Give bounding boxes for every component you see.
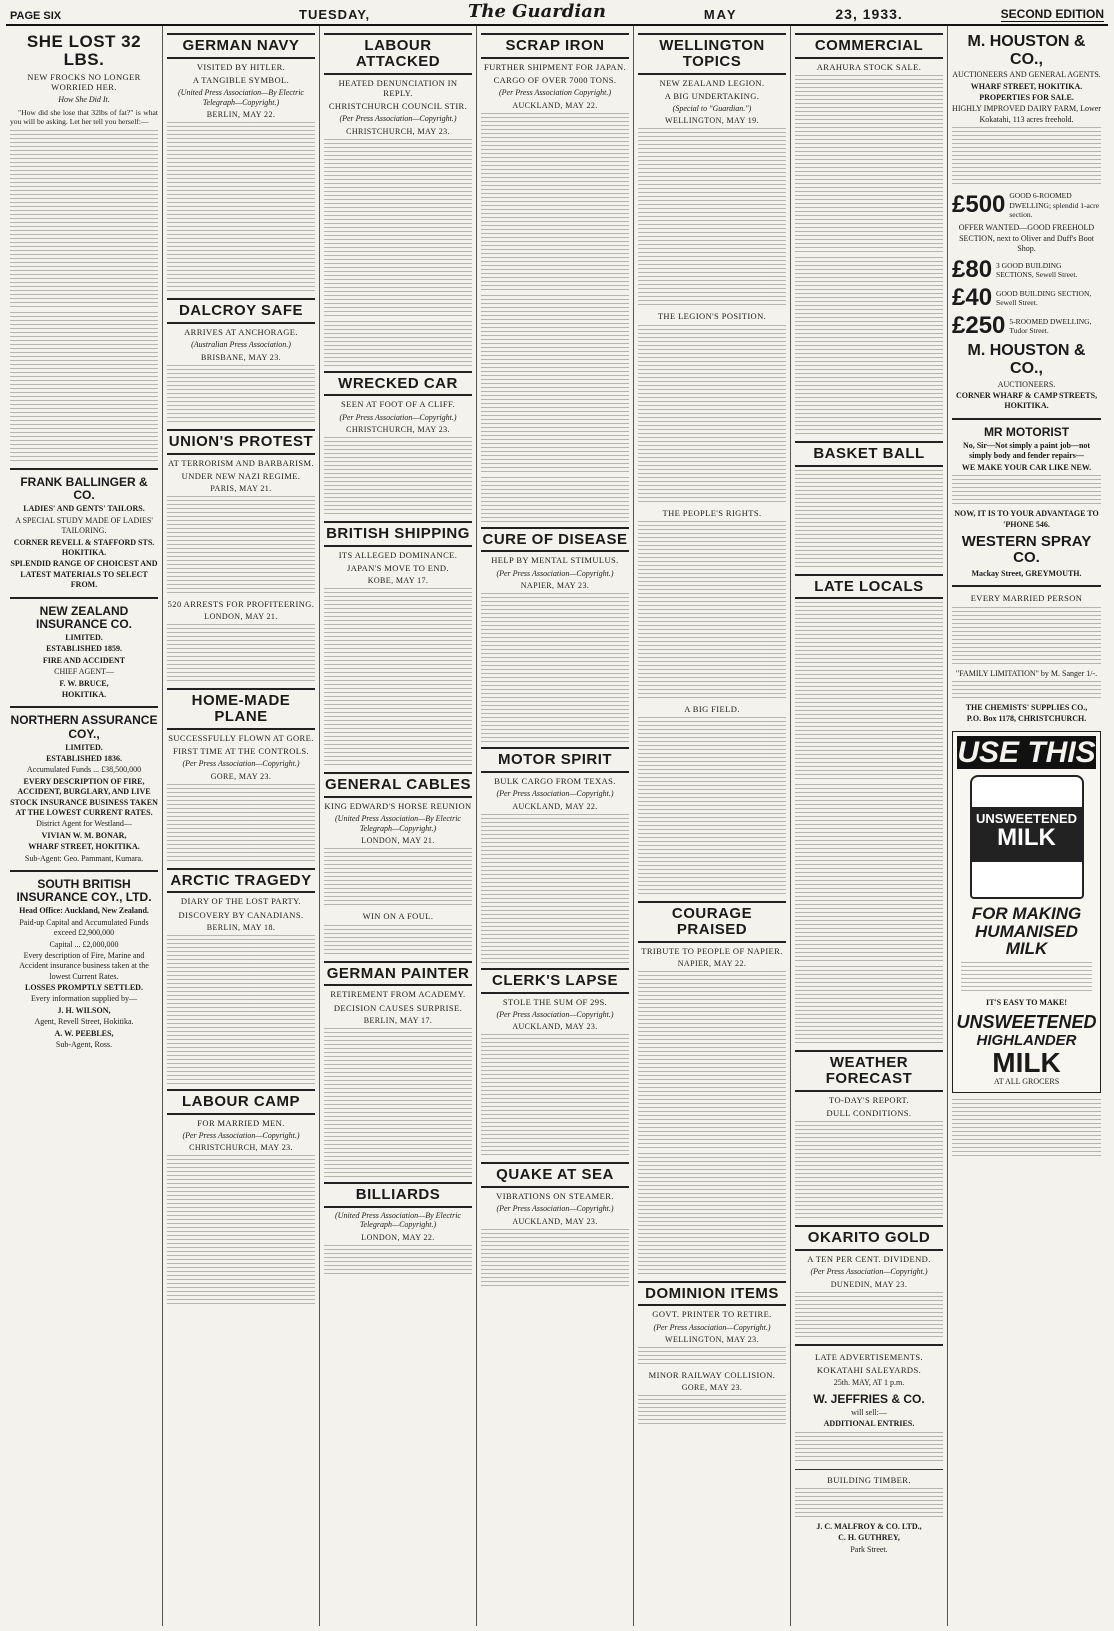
article-text-block bbox=[795, 602, 943, 782]
ad-title-jeffries: W. JEFFRIES & CO. bbox=[813, 1391, 925, 1406]
headline-wrecked-car: WRECKED CAR bbox=[324, 371, 472, 397]
headline-okarito-gold: OKARITO GOLD bbox=[795, 1225, 943, 1251]
column-5 bbox=[634, 26, 791, 1626]
divider bbox=[10, 468, 158, 470]
ad-line: Head Office: Auckland, New Zealand. bbox=[19, 906, 149, 916]
dateline: AUCKLAND, MAY 23. bbox=[512, 1216, 598, 1226]
subheading: AT TERRORISM AND BARBARISM. bbox=[167, 457, 315, 468]
article-body: "How did she lose that 32lbs of fat?" is what you will be asking. Let her tell you herself:— bbox=[10, 107, 158, 127]
subheading: FOR MARRIED MEN. bbox=[197, 1117, 285, 1128]
article-text-block bbox=[952, 607, 1101, 667]
ad-line: SPLENDID RANGE OF CHOICEST AND LATEST MATERIALS TO SELECT FROM. bbox=[10, 559, 158, 590]
edition-label: SECOND EDITION bbox=[1000, 7, 1104, 21]
headline-dominion-items: DOMINION ITEMS bbox=[638, 1281, 786, 1307]
article-text-block bbox=[324, 321, 472, 367]
article-text-block bbox=[324, 139, 472, 319]
price: £80 bbox=[952, 256, 993, 284]
ad-line: Mackay Street, GREYMOUTH. bbox=[971, 568, 1082, 578]
article-text-block bbox=[167, 624, 315, 684]
ad-line: Paid-up Capital and Accumulated Funds exceed £2,900,000 bbox=[19, 917, 149, 938]
ad-line: Capital ... £2,000,000 bbox=[49, 939, 119, 949]
headline-german-painter: GERMAN PAINTER bbox=[324, 961, 472, 987]
headline-clerks-lapse: CLERK'S LAPSE bbox=[481, 968, 629, 994]
ad-line: will sell:— bbox=[851, 1407, 887, 1417]
article-text-block bbox=[324, 848, 472, 908]
ad-title-m-houston: M. HOUSTON & CO., bbox=[967, 33, 1086, 68]
dateline: GORE, MAY 23. bbox=[210, 771, 272, 781]
dateline: AUCKLAND, MAY 23. bbox=[512, 1022, 598, 1032]
columns bbox=[6, 26, 1108, 1626]
subheading: STOLE THE SUM OF 29S. bbox=[502, 996, 608, 1007]
source-line: (Per Press Association—Copyright.) bbox=[496, 568, 614, 578]
article-text-block bbox=[167, 1155, 315, 1305]
source-line: (Australian Press Association.) bbox=[191, 340, 291, 350]
headline-british-shipping: BRITISH SHIPPING bbox=[324, 521, 472, 547]
article-text-block bbox=[638, 1395, 786, 1427]
column-4 bbox=[477, 26, 634, 1626]
article-text-block bbox=[167, 496, 315, 596]
ad-line: No, Sir—Not simply a paint job—not simply body and fender repairs— bbox=[962, 440, 1091, 461]
article-text-block bbox=[481, 295, 629, 475]
headline-motor-spirit: MOTOR SPIRIT bbox=[481, 747, 629, 773]
subheading: NEW ZEALAND LEGION. bbox=[659, 77, 765, 88]
dateline: NAPIER, MAY 22. bbox=[677, 958, 747, 968]
price-listing bbox=[952, 191, 1101, 219]
subheading: ARRIVES AT ANCHORAGE. bbox=[184, 327, 298, 338]
headline-she-lost-32-lbs: SHE LOST 32 LBS. bbox=[26, 32, 142, 69]
price-description: GOOD 6-ROOMED DWELLING; splendid 1-acre section. bbox=[1009, 191, 1099, 219]
price-listing bbox=[952, 314, 1101, 338]
tin-label bbox=[972, 807, 1082, 862]
dateline: LONDON, MAY 22. bbox=[361, 1232, 435, 1242]
subheading: A BIG UNDERTAKING. bbox=[664, 90, 760, 101]
subheading: BUILDING TIMBER. bbox=[827, 1474, 911, 1485]
ad-title-ballinger: FRANK BALLINGER & CO. bbox=[20, 475, 148, 503]
price: £40 bbox=[952, 284, 993, 312]
article-text-block bbox=[952, 127, 1101, 187]
subheading: TRIBUTE TO PEOPLE OF NAPIER. bbox=[641, 945, 783, 956]
ad-line: EVERY DESCRIPTION OF FIRE, ACCIDENT, BURGLARY, AND LIVE STOCK INSURANCE BUSINESS TAKEN AT THE LOWEST CURRENT RATES. bbox=[10, 776, 158, 818]
masthead-day: TUESDAY, bbox=[299, 7, 371, 22]
headline-cure-of-disease: CURE OF DISEASE bbox=[481, 527, 629, 553]
article-text-block bbox=[638, 717, 786, 897]
ad-line: CORNER REVELL & STAFFORD STS. HOKITIKA. bbox=[13, 537, 155, 558]
subheading: DULL CONDITIONS. bbox=[826, 1108, 912, 1119]
dateline: BERLIN, MAY 17. bbox=[363, 1015, 433, 1025]
ad-title-nz-insurance: NEW ZEALAND INSURANCE CO. bbox=[35, 603, 132, 631]
subheading: VISITED BY HITLER. bbox=[196, 61, 286, 72]
ad-line: J. H. WILSON, bbox=[57, 1005, 111, 1015]
article-text-block bbox=[638, 325, 786, 505]
ad-headline: MILK bbox=[992, 1046, 1061, 1078]
ad-line: P.O. Box 1178, CHRISTCHURCH. bbox=[966, 714, 1087, 724]
subheading: GOVT. PRINTER TO RETIRE. bbox=[652, 1309, 772, 1320]
dateline: KOBE, MAY 17. bbox=[367, 576, 429, 586]
ad-headline: UNSWEETENED bbox=[956, 1011, 1097, 1032]
article-text-block bbox=[481, 1034, 629, 1158]
ad-line: LADIES' AND GENTS' TAILORS. bbox=[23, 504, 145, 514]
ad-line: VIVIAN W. M. BONAR, bbox=[41, 830, 127, 840]
ad-title-south-british: SOUTH BRITISH INSURANCE COY., LTD. bbox=[16, 876, 152, 905]
dateline: CHRISTCHURCH, MAY 23. bbox=[189, 1143, 293, 1153]
masthead-month: MAY bbox=[703, 7, 738, 22]
dateline: WELLINGTON, MAY 19. bbox=[665, 116, 759, 126]
headline-general-cables: GENERAL CABLES bbox=[324, 772, 472, 798]
subheading: DISCOVERY BY CANADIANS. bbox=[178, 909, 304, 920]
subheading: A TEN PER CENT. DIVIDEND. bbox=[807, 1254, 931, 1265]
price: £250 bbox=[952, 312, 1006, 340]
subheading: SEEN AT FOOT OF A CLIFF. bbox=[341, 399, 455, 410]
masthead bbox=[6, 0, 1108, 26]
article-text-block bbox=[167, 122, 315, 272]
ad-line: HIGHLY IMPROVED DAIRY FARM, Lower Kokatahi, 113 acres freehold. bbox=[952, 104, 1101, 124]
divider bbox=[795, 1469, 943, 1470]
ad-line: AUCTIONEERS. bbox=[997, 379, 1056, 389]
article-text-block bbox=[167, 784, 315, 864]
divider bbox=[795, 1344, 943, 1346]
subheading: A BIG FIELD. bbox=[684, 703, 740, 714]
article-text-block bbox=[795, 1292, 943, 1338]
ad-line: ESTABLISHED 1859. bbox=[46, 644, 122, 654]
subheading: RETIREMENT FROM ACADEMY. bbox=[330, 989, 466, 1000]
source-line: (Per Press Association—Copyright.) bbox=[182, 1130, 300, 1140]
article-text-block bbox=[952, 681, 1101, 701]
subheading: 520 ARRESTS FOR PROFITEERING. bbox=[167, 598, 315, 609]
ad-line: WHARF STREET, HOKITIKA. bbox=[28, 842, 140, 852]
headline-arctic-tragedy: ARCTIC TRAGEDY bbox=[167, 868, 315, 894]
article-text-block bbox=[481, 593, 629, 743]
price-listing bbox=[952, 286, 1101, 310]
headline-german-navy: GERMAN NAVY bbox=[167, 33, 315, 59]
ad-line: C. H. GUTHREY, bbox=[838, 1533, 900, 1543]
article-text-block bbox=[324, 1245, 472, 1277]
ad-line: F. W. BRUCE, bbox=[59, 678, 109, 688]
headline-late-locals: LATE LOCALS bbox=[795, 574, 943, 600]
subheading: UNDER NEW NAZI REGIME. bbox=[181, 470, 301, 481]
ad-headline: HIGHLANDER bbox=[976, 1031, 1077, 1049]
headline-billiards: BILLIARDS bbox=[324, 1182, 472, 1208]
ad-line: A. W. PEEBLES, bbox=[54, 1028, 114, 1038]
column-3 bbox=[320, 26, 477, 1626]
headline-wellington-topics: WELLINGTON TOPICS bbox=[638, 33, 786, 75]
ad-line: District Agent for Westland— bbox=[36, 819, 132, 829]
subheading: THE PEOPLE'S RIGHTS. bbox=[662, 507, 762, 518]
ad-line: THE CHEMISTS' SUPPLIES CO., bbox=[965, 702, 1088, 712]
dateline: GORE, MAY 23. bbox=[681, 1383, 743, 1393]
headline-labour-attacked: LABOUR ATTACKED bbox=[324, 33, 472, 75]
subheading: SUCCESSFULLY FLOWN AT GORE. bbox=[168, 732, 314, 743]
subheading: CARGO OF OVER 7000 TONS. bbox=[493, 74, 617, 85]
price: £500 bbox=[952, 191, 1006, 219]
ad-line: "FAMILY LIMITATION" by M. Sanger 1/-. bbox=[955, 668, 1098, 678]
ad-line: Sub-Agent: Geo. Pammant, Kumara. bbox=[24, 853, 144, 863]
dateline: BERLIN, MAY 18. bbox=[206, 922, 276, 932]
ad-line: IT'S EASY TO MAKE! bbox=[986, 998, 1067, 1008]
dateline: LONDON, MAY 21. bbox=[204, 612, 278, 622]
subheading: HELP BY MENTAL STIMULUS. bbox=[491, 555, 619, 566]
subheading: HEATED DENUNCIATION IN REPLY. bbox=[338, 77, 458, 98]
dateline: CHRISTCHURCH, MAY 23. bbox=[346, 126, 450, 136]
subheading: DIARY OF THE LOST PARTY. bbox=[180, 896, 302, 907]
article-text-block bbox=[795, 784, 943, 964]
subheading: CHRISTCHURCH COUNCIL STIR. bbox=[328, 100, 468, 111]
ad-line: LOSSES PROMPTLY SETTLED. bbox=[25, 983, 143, 993]
column-2 bbox=[163, 26, 320, 1626]
article-text-block bbox=[481, 477, 629, 523]
subheading: TO-DAY'S REPORT. bbox=[829, 1094, 909, 1105]
source-line: (Per Press Association—Copyright.) bbox=[496, 789, 614, 799]
article-text-block bbox=[324, 1028, 472, 1178]
ad-line: OFFER WANTED—GOOD FREEHOLD SECTION, next to Oliver and Duff's Boot Shop. bbox=[958, 223, 1095, 254]
subheading: A TANGIBLE SYMBOL. bbox=[192, 74, 290, 85]
column-6 bbox=[791, 26, 948, 1626]
source-line: (Per Press Association—Copyright.) bbox=[653, 1322, 771, 1332]
dateline: DUNEDIN, MAY 23. bbox=[830, 1279, 908, 1289]
source-line: (Per Press Association—Copyright.) bbox=[182, 759, 300, 769]
ad-line: Every description of Fire, Marine and Accident insurance business taken at the lowest Current Rates. bbox=[19, 950, 149, 981]
highlander-milk-ad bbox=[952, 731, 1101, 1093]
page-number: PAGE SIX bbox=[10, 10, 62, 22]
ad-headline: FOR MAKING HUMANISED MILK bbox=[971, 903, 1082, 959]
dateline: BRISBANE, MAY 23. bbox=[201, 352, 281, 362]
article-text-block bbox=[638, 1347, 786, 1367]
article-text-block bbox=[167, 935, 315, 1085]
headline-quake-at-sea: QUAKE AT SEA bbox=[481, 1162, 629, 1188]
headline-home-made-plane: HOME-MADE PLANE bbox=[167, 688, 315, 730]
ad-line: FIRE AND ACCIDENT bbox=[42, 655, 126, 665]
ad-line: WHARF STREET, HOKITIKA. bbox=[970, 81, 1083, 91]
article-text-block bbox=[795, 1488, 943, 1520]
tin-label-text: MILK bbox=[997, 823, 1056, 851]
headline-scrap-iron: SCRAP IRON bbox=[481, 33, 629, 59]
article-text-block bbox=[795, 1432, 943, 1464]
subheading: FIRST TIME AT THE CONTROLS. bbox=[172, 745, 310, 756]
subheading: ARAHURA STOCK SALE. bbox=[816, 61, 922, 72]
article-text-block bbox=[481, 814, 629, 964]
article-text-block bbox=[638, 521, 786, 701]
article-text-block bbox=[10, 312, 158, 462]
subheading: How She Did It. bbox=[58, 95, 110, 105]
ad-line: CHIEF AGENT— bbox=[54, 667, 114, 677]
divider bbox=[952, 418, 1101, 420]
ad-line: AT ALL GROCERS bbox=[993, 1076, 1060, 1086]
article-text-block bbox=[324, 925, 472, 957]
ad-line: AUCTIONEERS AND GENERAL AGENTS. bbox=[952, 70, 1101, 80]
ad-title-mr-motorist: MR MOTORIST bbox=[983, 424, 1070, 439]
source-line: (Special to "Guardian.") bbox=[672, 103, 752, 113]
ad-line: Accumulated Funds ... £38,500,000 bbox=[26, 765, 142, 775]
article-text-block bbox=[10, 130, 158, 310]
milk-tin-icon bbox=[970, 775, 1084, 899]
source-line: (United Press Association—By Electric Telegraph—Copyright.) bbox=[178, 88, 304, 107]
dateline: WELLINGTON, MAY 23. bbox=[665, 1335, 759, 1345]
subheading: THE LEGION'S POSITION. bbox=[657, 311, 767, 322]
article-text-block bbox=[795, 257, 943, 437]
ad-line: PROPERTIES FOR SALE. bbox=[979, 92, 1074, 102]
article-text-block bbox=[638, 1153, 786, 1277]
article-text-block bbox=[481, 113, 629, 293]
ad-line: HOKITIKA. bbox=[61, 689, 107, 699]
divider bbox=[952, 585, 1101, 587]
subheading: LATE ADVERTISEMENTS. bbox=[814, 1351, 924, 1362]
ad-line: ADDITIONAL ENTRIES. bbox=[823, 1419, 915, 1429]
subheading: NEW FROCKS NO LONGER WORRIED HER. bbox=[27, 71, 141, 92]
newspaper-title: The Guardian bbox=[467, 1, 606, 22]
article-text-block bbox=[952, 475, 1101, 507]
subheading: KOKATAHI SALEYARDS. bbox=[816, 1365, 922, 1376]
subheading: BULK CARGO FROM TEXAS. bbox=[494, 776, 616, 786]
source-line: (Per Press Association Copyright.) bbox=[499, 88, 611, 98]
article-text-block bbox=[638, 971, 786, 1151]
source-line: (Per Press Association—Copyright.) bbox=[339, 412, 457, 422]
ad-headline: USE THIS bbox=[957, 735, 1096, 769]
price-listing bbox=[952, 258, 1101, 282]
article-text-block bbox=[795, 470, 943, 570]
dateline: AUCKLAND, MAY 22. bbox=[512, 801, 598, 811]
ad-line: A SPECIAL STUDY MADE OF LADIES' TAILORING. bbox=[15, 515, 153, 536]
ad-title-western-spray: WESTERN SPRAY CO. bbox=[961, 532, 1092, 567]
article-text-block bbox=[952, 1099, 1101, 1159]
ad-title-m-houston: M. HOUSTON & CO., bbox=[967, 342, 1086, 378]
ad-line: NOW, IT IS TO YOUR ADVANTAGE TO 'PHONE 546. bbox=[954, 509, 1099, 529]
ad-line: 25th. MAY, AT 1 p.m. bbox=[833, 1378, 905, 1388]
ad-line: WE MAKE YOUR CAR LIKE NEW. bbox=[961, 462, 1092, 472]
ad-line: Park Street. bbox=[850, 1544, 888, 1554]
article-text-block bbox=[167, 274, 315, 294]
article-text-block bbox=[638, 128, 786, 308]
article-text-block bbox=[795, 1121, 943, 1221]
dateline: NAPIER, MAY 23. bbox=[520, 581, 590, 591]
headline-unions-protest: UNION'S PROTEST bbox=[167, 429, 315, 455]
source-line: (United Press Association—By Electric Telegraph—Copyright.) bbox=[335, 814, 461, 833]
divider bbox=[10, 597, 158, 599]
price-description: 3 GOOD BUILDING SECTIONS, Sewell Street. bbox=[996, 261, 1078, 280]
headline-commercial: COMMERCIAL bbox=[795, 33, 943, 59]
divider bbox=[10, 706, 158, 708]
headline-dalcroy-safe: DALCROY SAFE bbox=[167, 298, 315, 324]
price-description: 5-ROOMED DWELLING, Tudor Street. bbox=[1009, 317, 1092, 336]
source-line: (Per Press Association—Copyright.) bbox=[339, 114, 457, 124]
masthead-date: 23, 1933. bbox=[835, 6, 903, 22]
dateline: LONDON, MAY 21. bbox=[361, 836, 435, 846]
subheading: FURTHER SHIPMENT FOR JAPAN. bbox=[483, 61, 627, 72]
article-text-block bbox=[167, 365, 315, 425]
subheading: VIBRATIONS ON STEAMER. bbox=[496, 1191, 614, 1202]
source-line: (Per Press Association—Copyright.) bbox=[810, 1267, 928, 1277]
headline-labour-camp: LABOUR CAMP bbox=[167, 1089, 315, 1115]
subheading: DECISION CAUSES SURPRISE. bbox=[333, 1002, 463, 1013]
ad-title-northern-assurance: NORTHERN ASSURANCE COY., bbox=[10, 713, 158, 741]
ad-line: LIMITED. bbox=[65, 632, 103, 642]
ad-line: Sub-Agent, Ross. bbox=[55, 1040, 113, 1050]
article-text-block bbox=[324, 588, 472, 768]
article-text-block bbox=[961, 962, 1092, 994]
price-description: GOOD BUILDING SECTION, Sewell Street. bbox=[996, 289, 1092, 308]
ad-line: Every information supplied by— bbox=[31, 994, 137, 1004]
headline-basket-ball: BASKET BALL bbox=[795, 441, 943, 467]
divider bbox=[10, 870, 158, 872]
tin-label-text: UNSWEETENED bbox=[975, 810, 1078, 826]
dateline: BERLIN, MAY 22. bbox=[206, 110, 276, 120]
ad-line: Agent, Revell Street, Hokitika. bbox=[34, 1017, 134, 1027]
ad-line: ESTABLISHED 1836. bbox=[46, 754, 122, 764]
headline-courage-praised: COURAGE PRAISED bbox=[638, 901, 786, 943]
article-text-block bbox=[324, 437, 472, 517]
ad-line: J. C. MALFROY & CO. LTD., bbox=[816, 1521, 922, 1531]
subheading: ITS ALLEGED DOMINANCE. bbox=[338, 549, 458, 560]
subheading: MINOR RAILWAY COLLISION. bbox=[648, 1370, 776, 1381]
dateline: PARIS, MAY 21. bbox=[210, 483, 272, 493]
article-text-block bbox=[481, 1229, 629, 1289]
source-line: (United Press Association—By Electric Telegraph—Copyright.) bbox=[335, 1210, 461, 1230]
source-line: (Per Press Association—Copyright.) bbox=[496, 1009, 614, 1019]
subheading: KING EDWARD'S HORSE REUNION bbox=[324, 801, 472, 812]
subheading: JAPAN'S MOVE TO END. bbox=[347, 563, 449, 574]
subheading: EVERY MARRIED PERSON bbox=[970, 593, 1083, 604]
ad-line: LIMITED. bbox=[65, 742, 103, 752]
column-1 bbox=[6, 26, 163, 1626]
dateline: AUCKLAND, MAY 22. bbox=[512, 100, 598, 110]
article-text-block bbox=[795, 966, 943, 1046]
ad-line: CORNER WHARF & CAMP STREETS, HOKITIKA. bbox=[955, 391, 1098, 411]
column-7 bbox=[948, 26, 1105, 1626]
headline-weather-forecast: WEATHER FORECAST bbox=[795, 1050, 943, 1092]
dateline: CHRISTCHURCH, MAY 23. bbox=[346, 425, 450, 435]
article-text-block bbox=[795, 75, 943, 255]
subheading: WIN ON A FOUL. bbox=[362, 911, 434, 922]
source-line: (Per Press Association—Copyright.) bbox=[496, 1204, 614, 1214]
